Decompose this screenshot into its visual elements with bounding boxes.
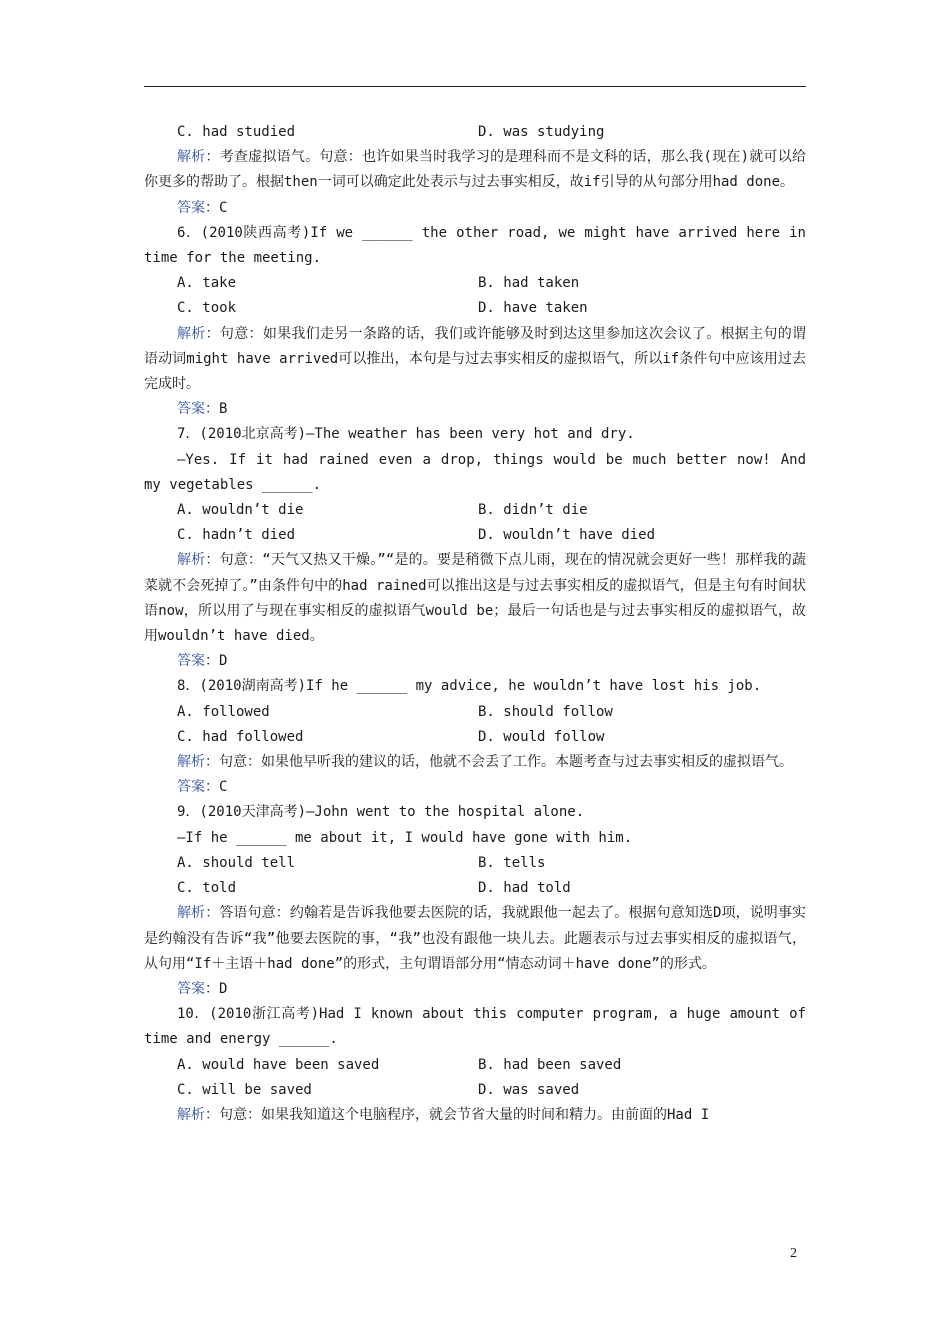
q9-stem-reply: —If he ______ me about it, I would have gone with him. bbox=[177, 829, 633, 846]
analysis-label: 解析 bbox=[177, 325, 206, 342]
page-content bbox=[144, 120, 806, 1128]
q5-option-d: D. was studying bbox=[478, 124, 605, 140]
answer-label: 答案 bbox=[177, 401, 205, 418]
analysis-label: 解析 bbox=[177, 754, 205, 771]
q7-answer bbox=[144, 649, 806, 674]
q8-option-c: C. had followed bbox=[177, 728, 304, 745]
q8-stem: 8．(2010湖南高考)If he ______ my advice, he wouldn’t have lost his job. bbox=[177, 678, 762, 695]
q9-stem: 9．(2010天津高考)—John went to the hospital alone. bbox=[177, 804, 585, 821]
q9-answer bbox=[144, 977, 806, 1002]
q6-option-c: C. took bbox=[177, 300, 237, 317]
q8-option-b: B. should follow bbox=[478, 703, 613, 720]
answer-label: 答案 bbox=[177, 779, 205, 796]
analysis-text: ：句意：如果他早听我的建议的话，他就不会丢了工作。本题考查与过去事实相反的虚拟语气。 bbox=[205, 754, 793, 771]
q6-option-a: A. take bbox=[177, 275, 237, 292]
q10-option-c: C. will be saved bbox=[177, 1081, 312, 1098]
analysis-text: ：句意：如果我们走另一条路的话，我们或许能够及时到达这里参加这次会议了。根据主句的谓语动词might have arrived可以推出，本句是与过去事实相反的虚拟语气，所以if条件句中应该用过去完成时。 bbox=[144, 325, 807, 393]
analysis-text: ：句意：“天气又热又干燥。”“是的。要是稍微下点儿雨，现在的情况就会更好一些！那样我的蔬菜就不会死掉了。”由条件句中的had rained可以推出这是与过去事实相反的虚拟语气，但是主句有时间状语now，所以用了与现在事实相反的虚拟语气would be；最后一句话也是与过去事实相反的虚拟语气，故用wouldn’t have died。 bbox=[144, 552, 806, 645]
q7-options-cd bbox=[144, 523, 806, 548]
answer-text: ：D bbox=[205, 980, 228, 997]
answer-label: 答案 bbox=[177, 199, 205, 216]
page-number: 2 bbox=[790, 1246, 797, 1261]
answer-text: ：C bbox=[205, 779, 228, 796]
q9-analysis bbox=[144, 901, 806, 977]
answer-label: 答案 bbox=[177, 980, 205, 997]
q7-option-b: B. didn’t die bbox=[478, 502, 588, 519]
q8-analysis bbox=[144, 750, 806, 775]
q8-option-a: A. followed bbox=[177, 703, 270, 720]
q7-stem: 7．(2010北京高考)—The weather has been very hot and dry. bbox=[177, 426, 635, 443]
q10-option-a: A. would have been saved bbox=[177, 1056, 380, 1073]
q10-options-ab bbox=[144, 1053, 806, 1078]
analysis-text: ：句意：如果我知道这个电脑程序，就会节省大量的时间和精力。由前面的Had I bbox=[205, 1106, 710, 1123]
q9-options-cd bbox=[144, 876, 806, 901]
q7-option-d: D. wouldn’t have died bbox=[478, 527, 656, 544]
q7-options-ab bbox=[144, 498, 806, 523]
analysis-label: 解析 bbox=[177, 149, 206, 166]
q5-answer bbox=[144, 196, 806, 221]
q9-option-b: B. tells bbox=[478, 854, 546, 871]
q9-option-a: A. should tell bbox=[177, 854, 296, 871]
q7-analysis bbox=[144, 548, 806, 649]
answer-text: ：C bbox=[205, 199, 228, 216]
analysis-text: ：答语句意：约翰若是告诉我他要去医院的话，我就跟他一起去了。根据句意知选D项，说明事实是约翰没有告诉“我”他要去医院的事，“我”也没有跟他一块儿去。此题表示与过去事实相反的虚拟语气，从句用“If＋主语＋had done”的形式，主句谓语部分用“情态动词＋have done”的形式。 bbox=[144, 905, 806, 972]
answer-text: ：D bbox=[205, 653, 228, 670]
q6-option-b: B. had taken bbox=[478, 275, 580, 292]
analysis-label: 解析 bbox=[177, 1106, 205, 1123]
q5-options bbox=[144, 120, 806, 145]
q8-answer bbox=[144, 775, 806, 800]
answer-label: 答案 bbox=[177, 653, 205, 670]
q6-answer bbox=[144, 397, 806, 422]
q8-options-cd bbox=[144, 725, 806, 750]
q9-options-ab bbox=[144, 851, 806, 876]
q6-analysis bbox=[144, 322, 806, 398]
header-rule bbox=[144, 86, 806, 87]
q7-option-c: C. hadn’t died bbox=[177, 527, 296, 544]
q5-analysis bbox=[144, 145, 806, 195]
q9-option-d: D. had told bbox=[478, 880, 571, 897]
q6-options-cd bbox=[144, 296, 806, 321]
q7-option-a: A. wouldn’t die bbox=[177, 502, 304, 519]
analysis-text: ：考查虚拟语气。句意：也许如果当时我学习的是理科而不是文科的话，那么我(现在)就可以给你更多的帮助了。根据then一词可以确定此处表示与过去事实相反，故if引导的从句部分用had done。 bbox=[144, 149, 807, 191]
analysis-label: 解析 bbox=[177, 552, 206, 569]
q6-stem: 6．(2010陕西高考)If we ______ the other road, we might have arrived here in time for the meeting. bbox=[144, 224, 806, 267]
q9-option-c: C. told bbox=[177, 880, 237, 897]
answer-text: ：B bbox=[205, 401, 228, 418]
q10-stem: 10．(2010浙江高考)Had I known about this computer program, a huge amount of time and energy ______. bbox=[144, 1006, 806, 1048]
q5-option-c: C. had studied bbox=[177, 124, 296, 140]
q6-options-ab bbox=[144, 271, 806, 296]
analysis-label: 解析 bbox=[177, 905, 206, 922]
q10-option-d: D. was saved bbox=[478, 1081, 580, 1098]
q8-option-d: D. would follow bbox=[478, 728, 605, 745]
q10-analysis bbox=[144, 1103, 806, 1128]
q8-options-ab bbox=[144, 700, 806, 725]
q7-stem-reply: —Yes. If it had rained even a drop, things would be much better now! And my vegetables ______. bbox=[144, 451, 806, 493]
q10-option-b: B. had been saved bbox=[478, 1056, 622, 1073]
q6-option-d: D. have taken bbox=[478, 300, 588, 317]
q10-options-cd bbox=[144, 1078, 806, 1103]
